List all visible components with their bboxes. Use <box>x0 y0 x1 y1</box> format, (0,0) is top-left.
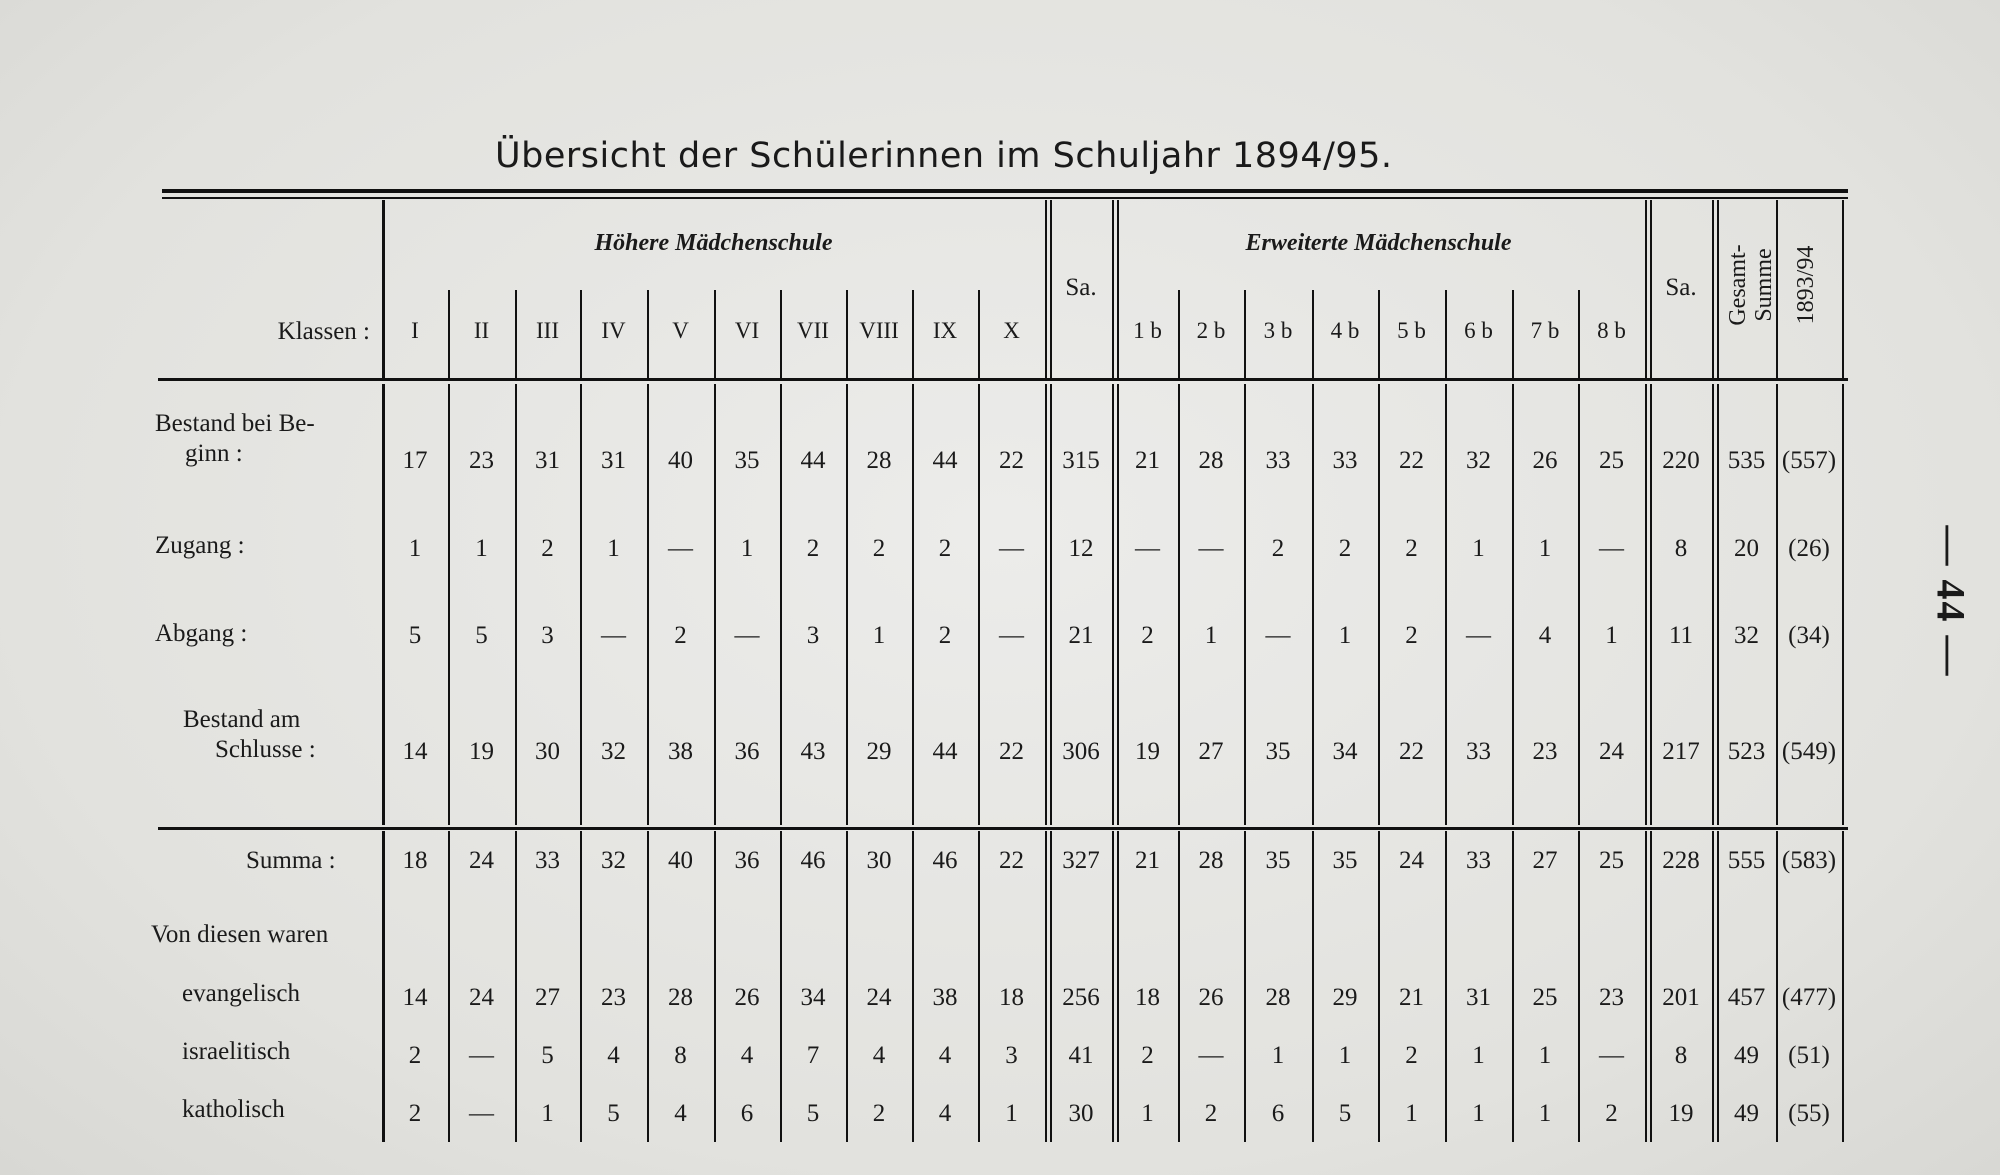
column-header: 5 b <box>1397 318 1426 343</box>
table-cell: 1 <box>475 535 488 562</box>
table-cell: 33 <box>535 847 560 874</box>
table-cell: 11 <box>1668 622 1694 649</box>
table-cell: 32 <box>601 847 626 874</box>
table-cell: 29 <box>1332 984 1358 1011</box>
table-cell: 22 <box>999 738 1024 765</box>
table-cell: — <box>1599 535 1624 562</box>
column-header-sa: Sa. <box>1065 274 1097 301</box>
table-cell: 3 <box>1005 1042 1018 1069</box>
table-cell: 38 <box>932 984 958 1011</box>
table-cell: 4 <box>674 1100 687 1127</box>
table-cell: 4 <box>938 1042 952 1069</box>
table-cell: 1 <box>1605 622 1618 649</box>
column-header: II <box>473 318 490 343</box>
table-cell: — <box>1265 622 1291 649</box>
top-rule-thick <box>162 189 1848 193</box>
table-cell: 12 <box>1068 535 1094 562</box>
table-cell: 24 <box>469 984 494 1011</box>
table-cell: 1 <box>1472 535 1485 562</box>
summa-top-rule <box>158 827 1848 830</box>
table-cell: 29 <box>866 738 892 765</box>
table-cell: 18 <box>999 984 1024 1011</box>
table-cell: — <box>999 622 1024 649</box>
table-cell: 34 <box>1332 738 1358 765</box>
table-cell: 6 <box>1271 1100 1285 1127</box>
table-cell: 2 <box>1338 535 1352 562</box>
table-cell: 535 <box>1727 447 1766 474</box>
table-cell: 4 <box>740 1042 754 1069</box>
table-cell: 5 <box>607 1100 620 1127</box>
column-header: V <box>672 318 689 343</box>
table-cell: 228 <box>1662 847 1700 874</box>
gesamt-line1: Gesamt- <box>1725 244 1751 326</box>
table-cell: — <box>601 622 626 649</box>
row-label: Summa : <box>246 847 336 874</box>
table-cell: 2 <box>938 622 952 649</box>
table-cell: 33 <box>1332 447 1358 474</box>
table-cell: 28 <box>866 447 892 474</box>
table-cell: 2 <box>806 535 820 562</box>
table-cell: 1 <box>1005 1100 1018 1127</box>
table-cell: 220 <box>1662 447 1700 474</box>
row-label-line2: Schlusse : <box>215 736 316 763</box>
table-cell: 2 <box>408 1042 422 1069</box>
table-cell: — <box>668 535 693 562</box>
table-cell: 523 <box>1727 738 1766 765</box>
table-cell: 2 <box>674 622 687 649</box>
table-cell: 26 <box>1532 447 1558 474</box>
row-label: Bestand am <box>183 706 301 733</box>
column-header: VII <box>797 318 829 343</box>
table-cell: 28 <box>668 984 693 1011</box>
table-cell: (34) <box>1788 622 1830 649</box>
table-cell: 306 <box>1062 738 1100 765</box>
table-cell: 2 <box>1141 622 1154 649</box>
column-rule <box>1842 384 1844 825</box>
table-cell: 31 <box>601 447 626 474</box>
column-rule <box>1112 831 1114 1142</box>
table-cell: 17 <box>402 447 428 474</box>
table-cell: 4 <box>872 1042 886 1069</box>
table-cell: 5 <box>806 1100 820 1127</box>
group-title-erweiterte: Erweiterte Mädchenschule <box>1245 230 1512 256</box>
table-cell: 27 <box>535 984 560 1011</box>
table-cell: 21 <box>1068 622 1094 649</box>
column-rule <box>1045 200 1047 378</box>
table-cell: 217 <box>1662 738 1700 765</box>
klassen-label: Klassen : <box>277 318 370 345</box>
table-cell: 24 <box>1399 847 1424 874</box>
table-cell: 36 <box>734 738 760 765</box>
column-rule-double <box>1117 200 1119 378</box>
column-rule <box>1712 384 1714 825</box>
column-rule <box>1112 200 1114 378</box>
table-cell: 35 <box>1265 847 1291 874</box>
column-rule <box>1842 831 1844 1142</box>
column-rule <box>1045 384 1047 825</box>
table-cell: 1 <box>1472 1042 1485 1069</box>
column-header: 1 b <box>1133 318 1162 343</box>
table-cell: — <box>1466 622 1491 649</box>
table-cell: 5 <box>541 1042 554 1069</box>
column-header: VIII <box>859 318 899 343</box>
table-cell: 28 <box>1265 984 1291 1011</box>
table-cell: (55) <box>1788 1100 1830 1127</box>
table-cell: 24 <box>866 984 892 1011</box>
table-cell: 49 <box>1734 1100 1759 1127</box>
table-cell: 24 <box>1599 738 1624 765</box>
table-cell: — <box>469 1100 494 1127</box>
column-header: IV <box>601 318 626 343</box>
table-cell: 2 <box>1405 535 1418 562</box>
table-cell: — <box>1198 1042 1224 1069</box>
row-label: Zugang : <box>155 532 245 559</box>
table-cell: 2 <box>1204 1100 1218 1127</box>
table-cell: 315 <box>1062 447 1100 474</box>
table-cell: 34 <box>800 984 826 1011</box>
table-cell: 19 <box>1668 1100 1694 1127</box>
table-cell: 30 <box>866 847 892 874</box>
table-cell: 22 <box>999 847 1024 874</box>
table-cell: 1 <box>1472 1100 1485 1127</box>
table-cell: 27 <box>1198 738 1224 765</box>
table-cell: 28 <box>1198 447 1224 474</box>
page-number: — 44 — <box>1928 525 1974 678</box>
table-cell: (557) <box>1781 447 1837 474</box>
table-cell: 2 <box>408 1100 422 1127</box>
table-cell: 256 <box>1062 984 1100 1011</box>
table-cell: 22 <box>1399 447 1424 474</box>
table-cell: 22 <box>1399 738 1424 765</box>
column-rule <box>1645 831 1647 1142</box>
table-cell: 3 <box>541 622 554 649</box>
table-cell: 35 <box>734 447 760 474</box>
table-cell: 1 <box>1141 1100 1154 1127</box>
table-cell: 21 <box>1135 447 1160 474</box>
table-cell: (26) <box>1788 535 1830 562</box>
row-label: Bestand bei Be- <box>155 410 315 437</box>
table-cell: 1 <box>607 535 620 562</box>
table-cell: 6 <box>740 1100 754 1127</box>
table-cell: 1 <box>872 622 886 649</box>
table-cell: — <box>1599 1042 1624 1069</box>
table-cell: 40 <box>668 447 693 474</box>
column-rule <box>1645 384 1647 825</box>
table-cell: 1 <box>541 1100 554 1127</box>
table-cell: 2 <box>872 535 886 562</box>
table-cell: 21 <box>1135 847 1160 874</box>
table-cell: 41 <box>1068 1042 1094 1069</box>
table-cell: 20 <box>1734 535 1759 562</box>
column-header: IX <box>932 318 958 343</box>
table-cell: 5 <box>408 622 422 649</box>
table-cell: 33 <box>1466 847 1491 874</box>
table-cell: 8 <box>1674 535 1688 562</box>
column-header: 2 b <box>1196 318 1226 343</box>
table-cell: 33 <box>1466 738 1491 765</box>
table-cell: 19 <box>469 738 494 765</box>
table-cell: 30 <box>1068 1100 1094 1127</box>
table-cell: — <box>734 622 760 649</box>
table-cell: 19 <box>1135 738 1160 765</box>
table-cell: 457 <box>1727 984 1766 1011</box>
table-cell: 1 <box>1538 1100 1552 1127</box>
table-cell: 31 <box>1466 984 1491 1011</box>
column-rule <box>1842 200 1844 378</box>
table-cell: (549) <box>1781 738 1837 765</box>
row-label: evangelisch <box>182 980 301 1007</box>
table-cell: (477) <box>1781 984 1837 1011</box>
column-header: 7 b <box>1530 318 1560 343</box>
column-rule <box>1712 831 1714 1142</box>
page-title-text: Übersicht der Schülerinnen im Schuljahr 1894/95. <box>495 136 1393 176</box>
table-cell: 28 <box>1198 847 1224 874</box>
row-label-line2: ginn : <box>185 440 243 467</box>
column-header: 8 b <box>1597 318 1626 343</box>
table-cell: 35 <box>1265 738 1291 765</box>
table-cell: 5 <box>1338 1100 1352 1127</box>
table-cell: — <box>1135 535 1160 562</box>
table-cell: 327 <box>1062 847 1100 874</box>
table-cell: 2 <box>1405 622 1418 649</box>
table-cell: 1 <box>408 535 422 562</box>
table-cell: 1 <box>1338 1042 1352 1069</box>
table-cell: 2 <box>1605 1100 1618 1127</box>
table-cell: 7 <box>806 1042 820 1069</box>
table-cell: 21 <box>1399 984 1424 1011</box>
table-cell: 4 <box>938 1100 952 1127</box>
table-cell: 27 <box>1532 847 1558 874</box>
table-cell: 25 <box>1599 447 1624 474</box>
table-cell: 32 <box>1734 622 1759 649</box>
table-cell: 4 <box>1538 622 1552 649</box>
table-cell: 49 <box>1734 1042 1759 1069</box>
row-label: Abgang : <box>155 620 248 647</box>
column-rule <box>382 200 385 378</box>
column-header: VI <box>734 318 760 343</box>
row-label: israelitisch <box>182 1038 291 1065</box>
table-cell: — <box>469 1042 494 1069</box>
row-label: katholisch <box>182 1096 285 1123</box>
table-cell: 3 <box>806 622 820 649</box>
table-cell: 23 <box>1532 738 1558 765</box>
table-cell: 2 <box>541 535 554 562</box>
table-cell: 1 <box>740 535 754 562</box>
column-header-gesamt <box>1725 225 1777 345</box>
table-cell: 201 <box>1662 984 1700 1011</box>
table-cell: 2 <box>1271 535 1285 562</box>
table-cell: 2 <box>872 1100 886 1127</box>
table-cell: 26 <box>734 984 760 1011</box>
header-bottom-rule <box>158 378 1848 381</box>
table-cell: 23 <box>601 984 626 1011</box>
gesamt-line2: Summe <box>1751 248 1777 322</box>
table-cell: 1 <box>1405 1100 1418 1127</box>
top-rule-thin <box>162 197 1848 199</box>
table-cell: 40 <box>668 847 693 874</box>
table-cell: 4 <box>607 1042 620 1069</box>
table-cell: 46 <box>800 847 826 874</box>
table-cell: 2 <box>1141 1042 1154 1069</box>
table-cell: 14 <box>402 984 428 1011</box>
table-cell: 32 <box>601 738 626 765</box>
table-cell: (51) <box>1788 1042 1830 1069</box>
table-cell: 30 <box>535 738 560 765</box>
column-rule <box>1712 200 1714 378</box>
table-cell: 33 <box>1265 447 1291 474</box>
table-cell: — <box>999 535 1024 562</box>
table-cell: 44 <box>932 447 958 474</box>
group-title-hoehere: Höhere Mädchenschule <box>594 230 833 256</box>
column-rule <box>1112 384 1114 825</box>
column-header: 4 b <box>1330 318 1360 343</box>
table-cell: 22 <box>999 447 1024 474</box>
table-cell: 1 <box>1538 535 1552 562</box>
table-cell: 25 <box>1532 984 1558 1011</box>
column-header: 3 b <box>1263 318 1293 343</box>
table-cell: 1 <box>1338 622 1352 649</box>
table-cell: 14 <box>402 738 428 765</box>
table-cell: 36 <box>734 847 760 874</box>
table-cell: 31 <box>535 447 560 474</box>
table-cell: 1 <box>1538 1042 1552 1069</box>
table-cell: 5 <box>475 622 488 649</box>
table-cell: 2 <box>1405 1042 1418 1069</box>
row-label: Von diesen waren <box>151 921 329 948</box>
table-cell: 26 <box>1198 984 1224 1011</box>
column-header-prev-year: 1893/94 <box>1793 245 1819 325</box>
column-rule-double <box>1717 200 1719 378</box>
table-cell: 25 <box>1599 847 1624 874</box>
table-cell: 8 <box>674 1042 687 1069</box>
table-cell: 23 <box>1599 984 1624 1011</box>
table-cell: 44 <box>932 738 958 765</box>
table-cell: 43 <box>800 738 826 765</box>
table-cell: 35 <box>1332 847 1358 874</box>
table-cell: 1 <box>1271 1042 1285 1069</box>
table-cell: 1 <box>1204 622 1218 649</box>
table-cell: 44 <box>800 447 826 474</box>
table-cell: 18 <box>1135 984 1160 1011</box>
table-cell: 24 <box>469 847 494 874</box>
column-header: 6 b <box>1464 318 1493 343</box>
column-header: I <box>411 318 419 343</box>
table-cell: 2 <box>938 535 952 562</box>
table-cell: 23 <box>469 447 494 474</box>
table-cell: 46 <box>932 847 958 874</box>
column-header: X <box>1003 318 1020 343</box>
column-header-sa: Sa. <box>1665 274 1697 301</box>
table-cell: (583) <box>1781 847 1837 874</box>
table-cell: — <box>1198 535 1224 562</box>
table-cell: 32 <box>1466 447 1491 474</box>
table-cell: 38 <box>668 738 693 765</box>
table-cell: 8 <box>1674 1042 1688 1069</box>
table-cell: 18 <box>402 847 428 874</box>
column-header: III <box>536 318 559 343</box>
column-rule <box>1045 831 1047 1142</box>
table-cell: 555 <box>1727 847 1766 874</box>
column-rule <box>1645 200 1647 378</box>
